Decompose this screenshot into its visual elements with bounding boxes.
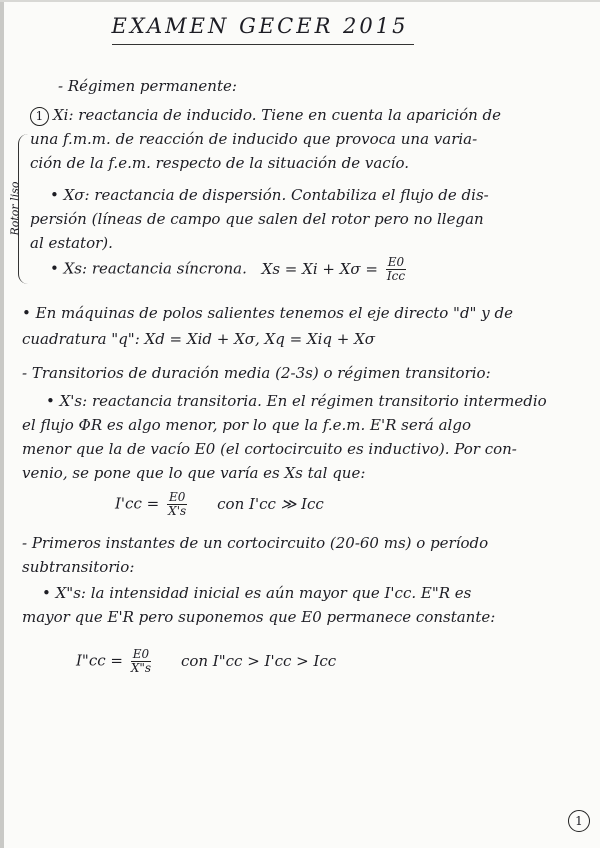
item-number-marker: 1 bbox=[30, 107, 49, 126]
reactance-xi-line-1 bbox=[30, 106, 501, 126]
fraction-numerator: E0 bbox=[132, 647, 150, 661]
fraction-e0-over-xs-prime bbox=[167, 491, 187, 518]
synchronous-reactance-text: • Xs: reactancia síncrona. bbox=[50, 259, 247, 278]
transient-formula-lhs: I'cc = bbox=[115, 494, 160, 513]
reactance-xi-line-2: una f.m.m. de reacción de inducido que provoca una varia- bbox=[30, 130, 478, 148]
subtransient-formula-condition: con I"cc > I'cc > Icc bbox=[180, 651, 337, 670]
fraction-denominator: X"s bbox=[130, 661, 152, 675]
synchronous-reactance-formula: Xs = Xi + Xσ = bbox=[261, 259, 378, 278]
transient-current-formula bbox=[115, 491, 324, 518]
fraction-denominator: Icc bbox=[386, 269, 406, 283]
reactance-xsigma-line-1: • Xσ: reactancia de dispersión. Contabiliza el flujo de dis- bbox=[50, 186, 489, 204]
subtransient-formula-lhs: I"cc = bbox=[76, 651, 123, 670]
reactance-xsigma-line-3: al estator). bbox=[30, 234, 113, 252]
fraction-e0-over-icc bbox=[386, 256, 406, 283]
fraction-numerator: E0 bbox=[387, 255, 405, 269]
subtransient-reactance-line-2: mayor que E'R pero suponemos que E0 permanece constante: bbox=[22, 608, 496, 626]
transient-reactance-line-3: menor que la de vacío E0 (el cortocircuito es inductivo). Por con- bbox=[22, 440, 517, 458]
transient-reactance-line-4: venio, se pone que lo que varía es Xs tal que: bbox=[22, 464, 366, 482]
reactance-xsigma-line-2: persión (líneas de campo que salen del rotor pero no llegan bbox=[30, 210, 484, 228]
title-underline bbox=[112, 44, 414, 45]
subtransient-reactance-line-1: • X"s: la intensidad inicial es aún mayor que I'cc. E"R es bbox=[42, 584, 472, 602]
section-heading-transient: - Transitorios de duración media (2-3s) o régimen transitorio: bbox=[22, 364, 491, 382]
fraction-numerator: E0 bbox=[168, 490, 186, 504]
transient-reactance-line-2: el flujo ΦR es algo menor, por lo que la f.e.m. E'R será algo bbox=[22, 416, 471, 434]
reactance-xi-line-3: ción de la f.e.m. respecto de la situación de vacío. bbox=[30, 154, 409, 172]
salient-poles-line-1: • En máquinas de polos salientes tenemos el eje directo "d" y de bbox=[22, 304, 513, 322]
page-left-edge bbox=[0, 0, 4, 848]
fraction-e0-over-xs-double-prime bbox=[131, 648, 151, 675]
reactance-xi-text-1: Xi: reactancia de inducido. Tiene en cuenta la aparición de bbox=[53, 106, 502, 124]
fraction-denominator: X's bbox=[168, 504, 187, 518]
salient-poles-line-2: cuadratura "q": Xd = Xid + Xσ, Xq = Xiq + Xσ bbox=[22, 330, 376, 348]
transient-formula-condition: con I'cc ≫ Icc bbox=[217, 494, 324, 513]
page-top-edge bbox=[0, 0, 600, 2]
page-number: 1 bbox=[568, 810, 590, 832]
section-heading-subtransient-1: - Primeros instantes de un cortocircuito (20-60 ms) o período bbox=[22, 534, 489, 552]
page-title: EXAMEN GECER 2015 bbox=[111, 14, 409, 38]
subtransient-current-formula bbox=[76, 648, 336, 675]
section-heading-permanent: - Régimen permanente: bbox=[58, 77, 237, 95]
section-heading-subtransient-2: subtransitorio: bbox=[22, 558, 135, 576]
rotor-liso-label: Rotor liso bbox=[8, 181, 22, 236]
transient-reactance-line-1: • X's: reactancia transitoria. En el régimen transitorio intermedio bbox=[46, 392, 547, 410]
synchronous-reactance-line bbox=[50, 256, 409, 283]
